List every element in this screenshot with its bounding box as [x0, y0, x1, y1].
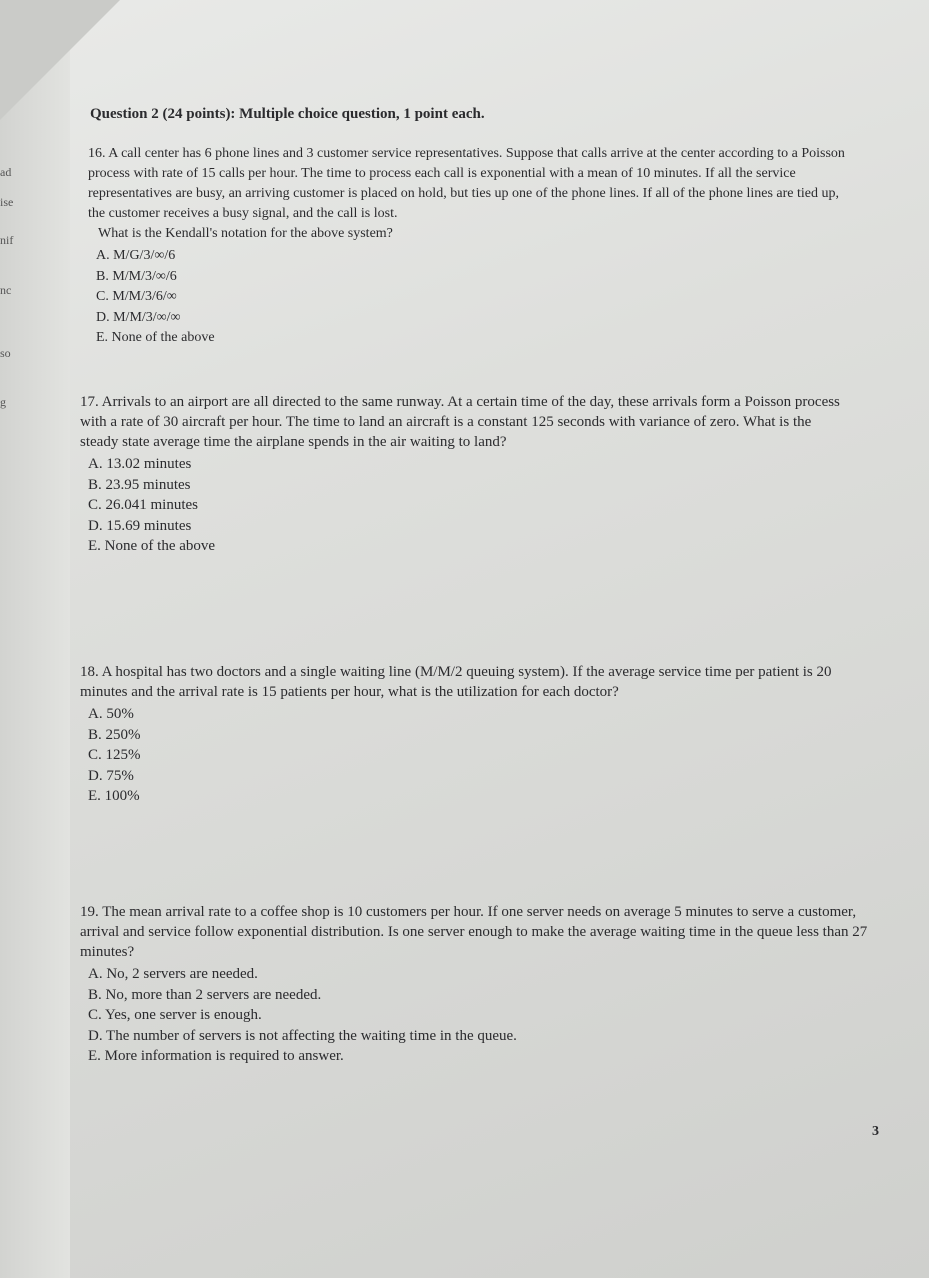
option-d[interactable]: D. The number of servers is not affecting the waiting time in the queue. [88, 1027, 517, 1044]
option-a[interactable]: A. M/G/3/∞/6 [96, 248, 176, 263]
cut-off-text: nc [0, 283, 12, 297]
cut-off-text: g [0, 395, 6, 409]
question-18-text: 18. A hospital has two doctors and a single waiting line (M/M/2 queuing system). If the average service time per patient is 20 minutes and the arrival rate is 15 patients per hour, what is the utilization for each doctor? [80, 664, 832, 700]
page-number: 3 [872, 1124, 879, 1139]
option-b[interactable]: B. 250% [88, 726, 141, 743]
question-17-options [80, 454, 850, 557]
question-17-text: 17. Arrivals to an airport are all directed to the same runway. At a certain time of the day, these arrivals form a Poisson process with a rate of 30 aircraft per hour. The time to land an aircraft is a constant 125 seconds with variance of zero. What is the steady state average time the airplane spends in the air waiting to land? [80, 394, 840, 450]
question-17 [80, 392, 850, 557]
page-fold-shadow [0, 0, 70, 1278]
option-e[interactable]: E. None of the above [88, 538, 216, 554]
question-19-text: 19. The mean arrival rate to a coffee shop is 10 customers per hour. If one server needs on average 5 minutes to serve a customer, arrival and service follow exponential distribution. Is one server enough to make the average waiting time in the queue less than 27 minutes? [80, 904, 868, 960]
cut-off-text: ad [0, 165, 12, 179]
exam-content [80, 106, 880, 1064]
option-e[interactable]: E. None of the above [96, 330, 215, 345]
option-e[interactable]: E. More information is required to answer. [88, 1048, 344, 1064]
question-18-options [80, 704, 870, 807]
option-a[interactable]: A. No, 2 servers are needed. [88, 966, 258, 982]
option-d[interactable]: D. 15.69 minutes [88, 517, 192, 534]
option-e[interactable]: E. 100% [88, 788, 140, 804]
cut-off-text: so [0, 346, 11, 360]
option-b[interactable]: B. No, more than 2 servers are needed. [88, 986, 322, 1003]
cut-off-text: nif [0, 233, 14, 247]
question-prompt: What is the Kendall's notation for the above system? [98, 226, 393, 241]
option-d[interactable]: D. 75% [88, 767, 134, 784]
option-c[interactable]: C. 26.041 minutes [88, 497, 199, 513]
option-c[interactable]: C. M/M/3/6/∞ [96, 289, 177, 304]
option-a[interactable]: A. 50% [88, 706, 134, 722]
section-header: Question 2 (24 points): Multiple choice question, 1 point each. [90, 106, 485, 122]
option-c[interactable]: C. Yes, one server is enough. [88, 1007, 262, 1023]
question-16 [88, 144, 848, 349]
question-18 [80, 662, 870, 807]
question-stem: 16. A call center has 6 phone lines and 3 customer service representatives. Suppose that calls arrive at the center according to a Poisson process with rate of 15 calls per hour. The time to process each call is exponential with a mean of 10 minutes. If all the service representatives are busy, an arriving customer is placed on hold, but ties up one of the phone lines. If all of the phone lines are tied up, the customer receives a busy signal, and the call is lost. [88, 146, 845, 221]
option-b[interactable]: B. M/M/3/∞/6 [96, 268, 177, 284]
option-d[interactable]: D. M/M/3/∞/∞ [96, 309, 181, 325]
option-c[interactable]: C. 125% [88, 747, 141, 763]
question-19 [80, 902, 880, 1067]
question-16-text [88, 144, 848, 244]
cut-off-text: ise [0, 195, 14, 209]
folded-corner [0, 0, 120, 120]
question-16-options [88, 246, 848, 349]
option-b[interactable]: B. 23.95 minutes [88, 476, 191, 493]
question-19-options [80, 964, 880, 1067]
option-a[interactable]: A. 13.02 minutes [88, 456, 192, 472]
